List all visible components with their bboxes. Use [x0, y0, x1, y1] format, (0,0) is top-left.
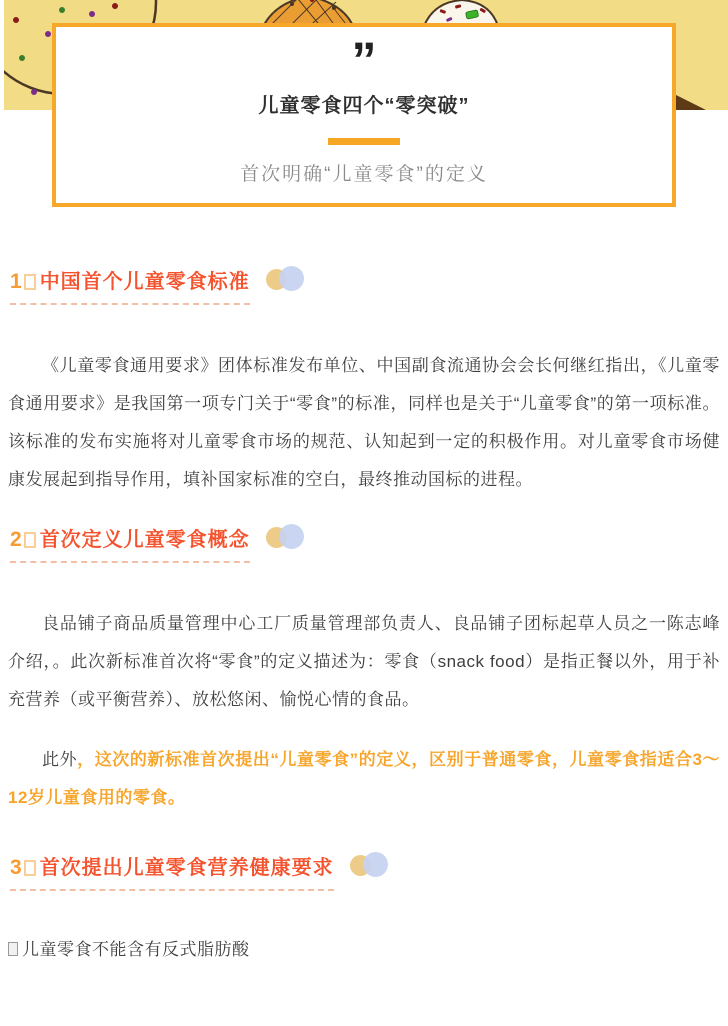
missing-glyph-box — [24, 532, 36, 548]
card-title: 儿童零食四个“零突破” — [258, 95, 470, 117]
section-heading-2 — [10, 523, 720, 563]
blue-circle-icon — [363, 852, 388, 877]
hero-section — [0, 0, 728, 207]
section-title: 首次定义儿童零食概念 — [39, 529, 250, 551]
quote-mark-icon: ” — [351, 32, 377, 88]
blue-circle-icon — [279, 524, 304, 549]
quote-card — [52, 23, 676, 207]
missing-glyph-box — [8, 942, 18, 956]
heading-text-wrap — [10, 851, 334, 891]
paragraph: 良品铺子商品质量管理中心工厂质量管理部负责人、良品铺子团标起草人员之一陈志峰介绍，。此次新标准首次将“零食”的定义描述为：零食（snack food）是指正餐以外，用于补充营养（或平衡营养）、放松悠闲、愉悦心情的食品。 — [8, 614, 720, 709]
emphasis-prefix: 此外 — [42, 750, 78, 769]
heading-text-wrap — [10, 523, 250, 563]
card-subtitle: 首次明确“儿童零食”的定义 — [240, 164, 488, 185]
missing-glyph-box — [24, 860, 36, 876]
section-number: 3 — [10, 856, 22, 879]
article-body — [0, 265, 728, 969]
section-number: 2 — [10, 528, 22, 551]
missing-glyph-box — [24, 274, 36, 290]
section-heading-3 — [10, 851, 720, 891]
paragraph: 《儿童零食通用要求》团体标准发布单位、中国副食流通协会会长何继红指出，《儿童零食通用要求》是我国第一项专门关于“零食”的标准，同样也是关于“儿童零食”的第一项标准。该标准的发布实施将对儿童零食市场的规范、认知起到一定的积极作用。对儿童零食市场健康发展起到指导作用，填补国家标准的空白，最终推动国标的进程。 — [8, 356, 720, 489]
card-divider — [328, 138, 400, 145]
section-heading-1 — [10, 265, 720, 305]
circles-decoration-icon — [350, 852, 392, 878]
section-title: 中国首个儿童零食标准 — [39, 271, 250, 293]
highlighted-text: ，这次的新标准首次提出“儿童零食”的定义，区别于普通零食，儿童零食指适合3～12岁儿童食用的零食。 — [8, 750, 721, 807]
section-number: 1 — [10, 270, 22, 293]
circles-decoration-icon — [266, 266, 308, 292]
blue-circle-icon — [279, 266, 304, 291]
list-item-line — [8, 931, 720, 969]
list-item-text: 儿童零食不能含有反式脂肪酸 — [22, 940, 250, 959]
emphasis-paragraph — [8, 741, 720, 817]
section-title: 首次提出儿童零食营养健康要求 — [39, 857, 334, 879]
circles-decoration-icon — [266, 524, 308, 550]
heading-text-wrap — [10, 265, 250, 305]
cookie-shadow-wedge — [672, 95, 706, 110]
